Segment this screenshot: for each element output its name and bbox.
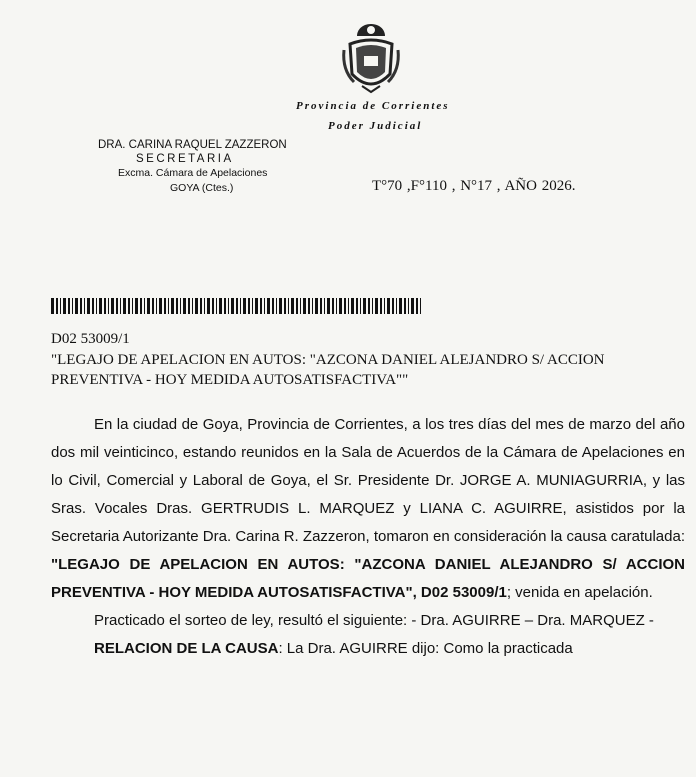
paragraph-intro [51,411,685,607]
case-title: "LEGAJO DE APELACION EN AUTOS: "AZCONA DANIEL ALEJANDRO S/ ACCION PREVENTIVA - HOY MEDIDA AUTOSATISFACTIVA"" [51,352,605,388]
intro-case-caption: "LEGAJO DE APELACION EN AUTOS: "AZCONA DANIEL ALEJANDRO S/ ACCION PREVENTIVA - HOY MEDIDA AUTOSATISFACTIVA", D02 53009/1 [51,556,685,601]
signer-city: GOYA (Ctes.) [170,182,234,194]
relation-text: : La Dra. AGUIRRE dijo: Como la practicada [278,640,573,657]
paragraph-relation [51,635,685,663]
intro-ending: ; venida en apelación. [506,584,653,601]
relation-heading: RELACION DE LA CAUSA [94,640,279,657]
signer-role: SECRETARIA [136,153,234,165]
signer-name: DRA. CARINA RAQUEL ZAZZERON [98,139,287,151]
paragraph-draw: Practicado el sorteo de ley, resultó el siguiente: - Dra. AGUIRRE – Dra. MARQUEZ - [94,612,654,629]
provincial-seal-icon [340,22,402,94]
judicial-heading: Poder Judicial [328,120,423,132]
intro-text: En la ciudad de Goya, Provincia de Corrientes, a los tres días del mes de marzo del año dos mil veinticinco, estando reunidos en la Sala de Acuerdos de la Cámara de Apelaciones en lo Civil, Comercial y Laboral de Goya, el Sr. Presidente Dr. JORGE A. MUNIAGURRIA, y las Sras. Vocales Dras. GERTRUDIS L. MARQUEZ y LIANA C. AGUIRRE, asistidos por la Secretaria Autorizante Dra. Carina R. Zazzeron, tomaron en consideración la causa caratulada: [51,416,685,545]
barcode-icon [51,298,423,314]
folio-reference: T°70 ,F°110 , N°17 , AÑO 2026. [372,178,576,194]
province-heading: Provincia de Corrientes [296,100,450,112]
signer-chamber: Excma. Cámara de Apelaciones [118,167,268,179]
document-body [51,411,685,663]
case-number: D02 53009/1 [51,331,130,347]
